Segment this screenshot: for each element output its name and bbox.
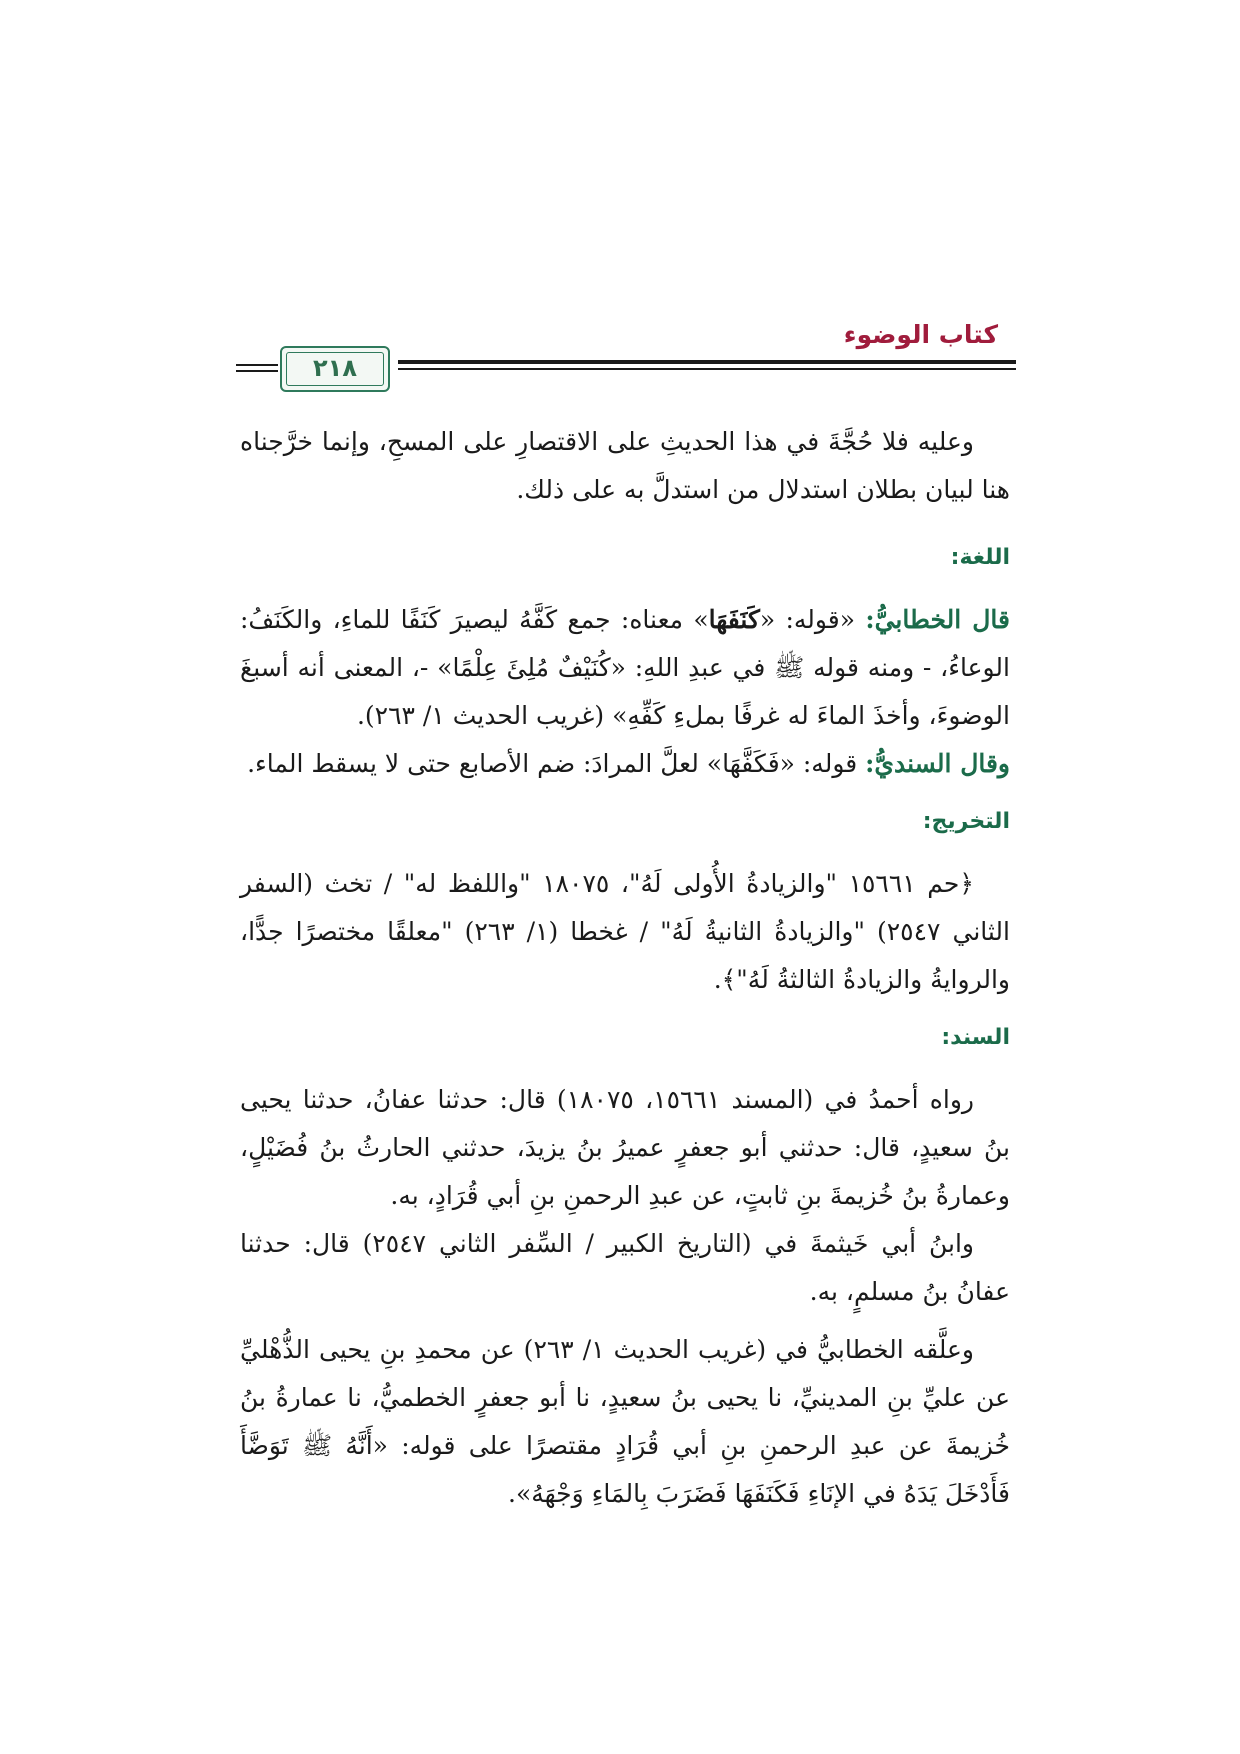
- section-heading-lugha: اللغة:: [950, 545, 1010, 570]
- page-content: [240, 418, 1010, 1518]
- sanad-paragraph-3: وعلَّقه الخطابيُّ في (غريب الحديث ١/ ٢٦٣) عن محمدِ بنِ يحيى الذُّهْليِّ عن عليِّ بنِ المدينيِّ، نا يحيى بنُ سعيدٍ، نا أبو جعفرٍ الخطميُّ، نا عمارةُ بنُ خُزيمةَ عن عبدِ الرحمنِ بنِ أبي قُرَادٍ مقتصرًا على قوله: «أَنَّهُ ﷺ تَوَضَّأَ فَأَدْخَلَ يَدَهُ في الإنَاءِ فَكَنَفَهَا فَضَرَبَ بِالمَاءِ وَجْهَهُ».: [240, 1335, 1010, 1508]
- sindi-name: وقال السنديُّ:: [865, 749, 1010, 778]
- sindi-rest: قوله: «فَكَفَّهَا» لعلَّ المرادَ: ضم الأصابع حتى لا يسقط الماء.: [247, 749, 866, 778]
- sanad-paragraph-1: رواه أحمدُ في (المسند ١٥٦٦١، ١٨٠٧٥) قال: حدثنا عفانُ، حدثنا يحيى بنُ سعيدٍ، قال: حدثني أبو جعفرٍ عميرُ بنُ يزيدَ، حدثني الحارثُ بنُ فُضَيْلٍ، وعمارةُ بنُ خُزيمةَ بنِ ثابتٍ، عن عبدِ الرحمنِ بنِ أبي قُرَادٍ، به.: [240, 1085, 1010, 1210]
- page-number-frame: [280, 346, 390, 392]
- sanad-paragraph-2: وابنُ أبي خَيثمةَ في (التاريخ الكبير / السِّفر الثاني ٢٥٤٧) قال: حدثنا عفانُ بنُ مسلمٍ، به.: [240, 1229, 1010, 1306]
- page-header: [236, 318, 1016, 390]
- section-heading-sanad: السند:: [941, 1025, 1010, 1050]
- intro-paragraph: وعليه فلا حُجَّةَ في هذا الحديثِ على الاقتصارِ على المسحِ، وإنما خرَّجناه هنا لبيان بطلان استدلال من استدلَّ به على ذلك.: [240, 427, 1010, 504]
- header-rule-left-bottom: [236, 370, 278, 372]
- khattabi-word: كَنَفَهَا: [708, 605, 760, 634]
- section-heading-takhrij: التخريج:: [922, 809, 1010, 834]
- khattabi-rest: » معناه: جمع كَفَّهُ ليصيرَ كَنَفًا للماءِ، والكَنَفُ: الوعاءُ، - ومنه قوله ﷺ في عبدِ اللهِ: «كُنَيْفٌ مُلِئَ عِلْمًا» -، المعنى أنه أسبغَ الوضوءَ، وأخذَ الماءَ له غرفًا بملءِ كَفِّهِ» (غريب الحديث ١/ ٢٦٣).: [240, 605, 1010, 730]
- page-number: ٢١٨: [313, 354, 357, 382]
- takhrij-paragraph: ﴿حم ١٥٦٦١ "والزيادةُ الأُولى لَهُ"، ١٨٠٧٥ "واللفظ له" / تخث (السفر الثاني ٢٥٤٧) "والزيادةُ الثانيةُ لَهُ" / غخطا (١/ ٢٦٣) "معلقًا مختصرًا جدًّا، والروايةُ والزيادةُ الثالثةُ لَهُ"﴾.: [240, 869, 1010, 994]
- book-title: كتاب الوضوء: [843, 320, 998, 349]
- header-rule-thin: [398, 368, 1016, 370]
- header-rule-left-top: [236, 364, 278, 366]
- khattabi-paragraph: [240, 596, 1010, 740]
- khattabi-name: قال الخطابيُّ:: [865, 605, 1010, 634]
- sindi-paragraph: [240, 740, 1010, 788]
- khattabi-quote-open: «قوله: «: [759, 605, 866, 634]
- header-rule-thick: [398, 360, 1016, 364]
